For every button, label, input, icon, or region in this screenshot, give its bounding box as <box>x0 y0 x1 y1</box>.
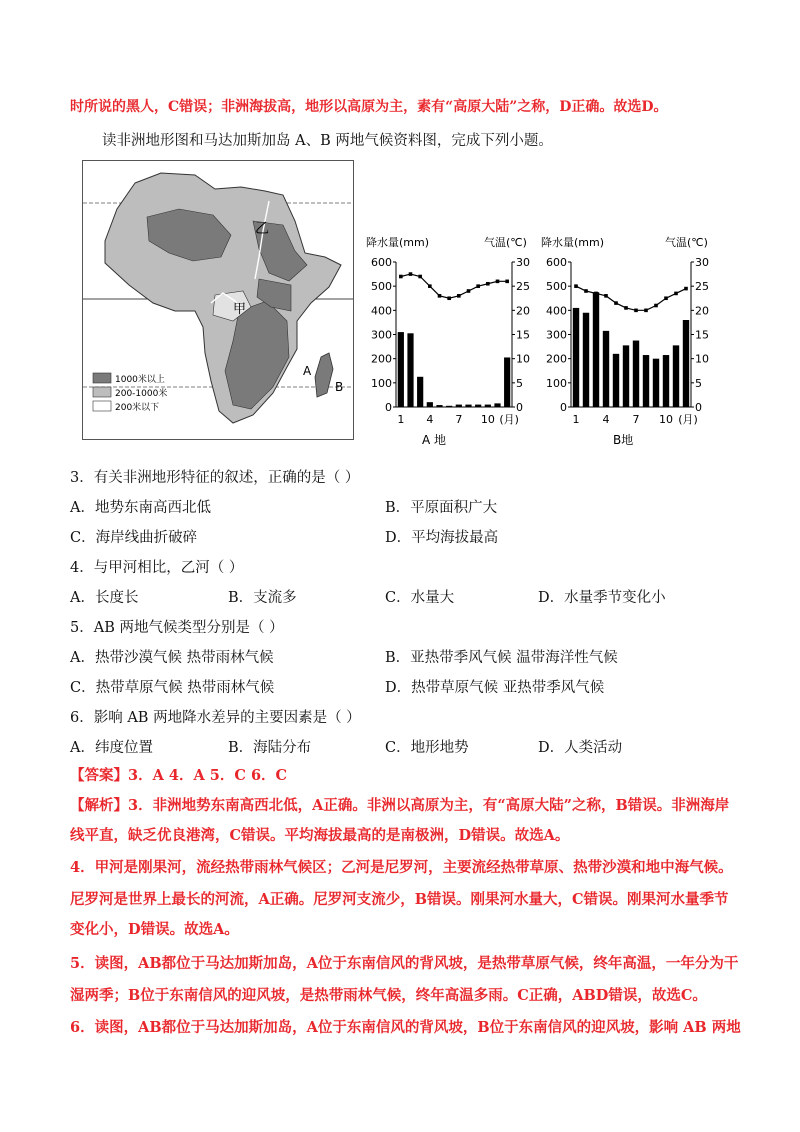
temperature-point-11 <box>674 292 678 296</box>
temp-tick-label: 0 <box>695 401 702 414</box>
temp-tick-label: 10 <box>695 352 709 366</box>
chart-a-caption: A 地 <box>422 433 447 447</box>
temperature-point-6 <box>447 296 451 300</box>
label-jia: 甲 <box>233 302 247 317</box>
precip-tick-label: 0 <box>385 401 392 414</box>
precip-tick-label: 100 <box>371 376 392 390</box>
precip-bar-8 <box>465 405 471 407</box>
precip-tick-label: 500 <box>371 280 392 294</box>
precip-bar-1 <box>573 308 579 407</box>
climate-chart-a <box>362 232 532 450</box>
q3-option-d[interactable]: D．平均海拔最高 <box>385 530 499 546</box>
q6-option-b[interactable]: B．海陆分布 <box>228 740 312 756</box>
precip-bar-7 <box>633 341 639 407</box>
chart-a-right-axis-label: 气温(℃) <box>484 236 527 249</box>
precip-bar-9 <box>475 405 481 407</box>
temperature-point-2 <box>584 289 588 293</box>
answer-text: 3．A 4．A 5．C 6．C <box>128 767 288 784</box>
q3-option-a[interactable]: A．地势东南高西北低 <box>70 500 211 516</box>
month-tick-label: 1 <box>397 413 405 426</box>
q5-option-b[interactable]: B．亚热带季风气候 温带海洋性气候 <box>385 650 618 666</box>
label-yi: 乙 <box>255 221 269 237</box>
temperature-point-5 <box>614 301 618 305</box>
analysis-line-6: 5．读图，AB都位于马达加斯加岛，A位于东南信风的背风坡，是热带草原气候，终年高温，一年分为干 <box>70 955 739 972</box>
legend-low: 200米以下 <box>115 403 160 413</box>
chart-a-plot <box>398 272 511 407</box>
answer-line <box>70 766 730 786</box>
precip-tick-label: 600 <box>546 256 567 269</box>
analysis-line-2: 线平直，缺乏优良港湾，C错误。平均海拔最高的是南极洲，D错误。故选A。 <box>70 827 570 844</box>
temperature-point-5 <box>438 294 442 298</box>
temperature-point-6 <box>624 306 628 310</box>
analysis-tag: 【解析】 <box>70 797 128 814</box>
chart-b-right-axis-label: 气温(℃) <box>665 236 708 249</box>
temp-tick-label: 20 <box>516 304 530 318</box>
q3-option-c[interactable]: C．海岸线曲折破碎 <box>70 530 198 546</box>
temperature-point-11 <box>496 280 500 284</box>
temperature-point-9 <box>654 304 658 308</box>
month-tick-label: 10 <box>659 413 673 426</box>
map-legend <box>93 373 167 413</box>
month-tick-label: 10 <box>480 413 495 426</box>
month-tick-label: 4 <box>426 413 434 426</box>
precip-tick-label: 400 <box>371 304 392 318</box>
label-a: A <box>303 364 312 378</box>
temperature-point-7 <box>457 294 461 298</box>
temperature-point-3 <box>594 292 598 296</box>
precip-bar-6 <box>446 406 452 407</box>
precip-bar-2 <box>583 313 589 407</box>
precip-bar-1 <box>398 332 404 407</box>
precip-bar-11 <box>494 403 500 407</box>
temp-tick-label: 30 <box>695 256 709 269</box>
chart-b-left-axis-label: 降水量(mm) <box>541 236 605 249</box>
temperature-point-12 <box>505 280 509 284</box>
precip-tick-label: 200 <box>371 352 392 366</box>
chart-a-left-ticks <box>371 256 396 414</box>
month-tick-label: 7 <box>455 413 463 426</box>
precip-bar-3 <box>593 292 599 407</box>
chart-a-right-ticks <box>512 256 530 414</box>
temperature-line <box>576 286 686 310</box>
temperature-point-2 <box>409 272 413 276</box>
temperature-point-8 <box>467 289 471 293</box>
chart-a-left-axis-label: 降水量(mm) <box>366 236 430 249</box>
q4-stem: 4．与甲河相比，乙河（ ） <box>70 560 244 576</box>
q4-option-a[interactable]: A．长度长 <box>70 590 139 606</box>
month-tick-label: 1 <box>572 413 580 426</box>
temp-tick-label: 5 <box>516 376 523 390</box>
precip-bar-8 <box>643 355 649 407</box>
precip-bar-5 <box>436 405 442 407</box>
precip-bar-7 <box>456 405 462 407</box>
q6-option-a[interactable]: A．纬度位置 <box>70 740 153 756</box>
temperature-point-7 <box>634 309 638 313</box>
temperature-point-4 <box>428 284 432 288</box>
precip-tick-label: 500 <box>546 280 567 294</box>
precip-bar-9 <box>653 359 659 407</box>
precip-bar-5 <box>613 354 619 407</box>
temperature-point-9 <box>476 284 480 288</box>
temp-tick-label: 15 <box>516 328 530 342</box>
temp-tick-label: 10 <box>516 352 530 366</box>
precip-tick-label: 100 <box>546 376 567 390</box>
temp-tick-label: 25 <box>695 280 709 294</box>
legend-mid: 200-1000米 <box>115 389 168 399</box>
africa-map-svg <box>83 161 353 439</box>
analysis-line-4: 尼罗河是世界上最长的河流，A正确。尼罗河支流少，B错误。刚果河水量大，C错误。刚果河水量季节 <box>70 891 729 908</box>
analysis-text-1: 3．非洲地势东南高西北低，A正确。非洲以高原为主，有“高原大陆”之称，B错误。非洲海岸 <box>128 797 730 814</box>
q4-option-c[interactable]: C．水量大 <box>385 590 455 606</box>
month-tick-label: (月) <box>678 413 698 426</box>
temperature-point-4 <box>604 294 608 298</box>
figure <box>82 160 732 450</box>
analysis-line-3: 4．甲河是刚果河，流经热带雨林气候区；乙河是尼罗河，主要流经热带草原、热带沙漠和地中海气候。 <box>70 859 733 876</box>
label-b: B <box>335 380 344 394</box>
month-tick-label: 7 <box>632 413 640 426</box>
analysis-line-1 <box>70 796 730 816</box>
chart-b-month-ticks <box>573 413 698 426</box>
precip-tick-label: 0 <box>560 401 567 414</box>
q6-option-c[interactable]: C．地形地势 <box>385 740 469 756</box>
q5-option-a[interactable]: A．热带沙漠气候 热带雨林气候 <box>70 650 274 666</box>
q4-option-b[interactable]: B．支流多 <box>228 590 297 606</box>
temperature-line <box>401 274 507 298</box>
analysis-line-5: 变化小，D错误。故选A。 <box>70 921 239 938</box>
analysis-line-8: 6．读图，AB都位于马达加斯加岛，A位于东南信风的背风坡，B位于东南信风的迎风坡，影响 AB 两地 <box>70 1019 741 1036</box>
q3-stem: 3．有关非洲地形特征的叙述，正确的是（ ） <box>70 470 360 486</box>
precip-bar-2 <box>407 333 413 407</box>
temp-tick-label: 20 <box>695 304 709 318</box>
chart-b-left-ticks <box>546 256 571 414</box>
q5-option-c[interactable]: C．热带草原气候 热带雨林气候 <box>70 680 275 696</box>
madagascar-island <box>315 353 333 397</box>
precip-tick-label: 600 <box>371 256 392 269</box>
legend-high: 1000米以上 <box>115 375 165 385</box>
temperature-point-8 <box>644 309 648 313</box>
precip-bar-4 <box>427 402 433 407</box>
month-tick-label: (月) <box>499 413 519 426</box>
q6-stem: 6．影响 AB 两地降水差异的主要因素是（ ） <box>70 710 361 726</box>
temperature-point-1 <box>574 284 578 288</box>
climate-chart-b <box>537 232 719 450</box>
chart-b-caption: B地 <box>613 433 634 447</box>
precip-bar-10 <box>485 405 491 407</box>
analysis-line-7: 湿两季；B位于东南信风的迎风坡，是热带雨林气候，终年高温多雨。C正确，ABD错误，故选C。 <box>70 987 707 1004</box>
precip-tick-label: 300 <box>371 328 392 342</box>
precip-bar-11 <box>673 345 679 407</box>
question-intro: 读非洲地形图和马达加斯加岛 A、B 两地气候资料图，完成下列小题。 <box>102 133 553 149</box>
q4-option-d[interactable]: D．水量季节变化小 <box>538 590 666 606</box>
q6-option-d[interactable]: D．人类活动 <box>538 740 623 756</box>
precip-bar-10 <box>663 355 669 407</box>
temperature-point-3 <box>418 275 422 279</box>
precip-bar-6 <box>623 345 629 407</box>
chart-b-right-ticks <box>691 256 709 414</box>
month-tick-label: 4 <box>602 413 610 426</box>
temp-tick-label: 30 <box>516 256 530 269</box>
precip-tick-label: 200 <box>546 352 567 366</box>
q3-option-b[interactable]: B．平原面积广大 <box>385 500 498 516</box>
temperature-point-10 <box>664 296 668 300</box>
precip-tick-label: 400 <box>546 304 567 318</box>
temperature-point-1 <box>399 275 403 279</box>
chart-b-plot <box>573 284 689 407</box>
temp-tick-label: 15 <box>695 328 709 342</box>
precip-bar-12 <box>683 320 689 407</box>
q5-option-d[interactable]: D．热带草原气候 亚热带季风气候 <box>385 680 605 696</box>
precip-bar-3 <box>417 377 423 407</box>
q5-stem: 5．AB 两地气候类型分别是（ ） <box>70 620 284 636</box>
africa-topographic-map <box>82 160 354 440</box>
temp-tick-label: 25 <box>516 280 530 294</box>
answer-tag: 【答案】 <box>70 767 128 784</box>
temperature-point-12 <box>684 287 688 291</box>
precip-bar-12 <box>504 357 510 407</box>
temp-tick-label: 5 <box>695 376 702 390</box>
precip-tick-label: 300 <box>546 328 567 342</box>
temperature-point-10 <box>486 282 490 286</box>
temp-tick-label: 0 <box>516 401 523 414</box>
chart-a-month-ticks <box>397 413 519 426</box>
previous-analysis-tail: 时所说的黑人，C错误；非洲海拔高，地形以高原为主，素有“高原大陆”之称，D正确。故选D。 <box>70 99 668 115</box>
precip-bar-4 <box>603 331 609 407</box>
